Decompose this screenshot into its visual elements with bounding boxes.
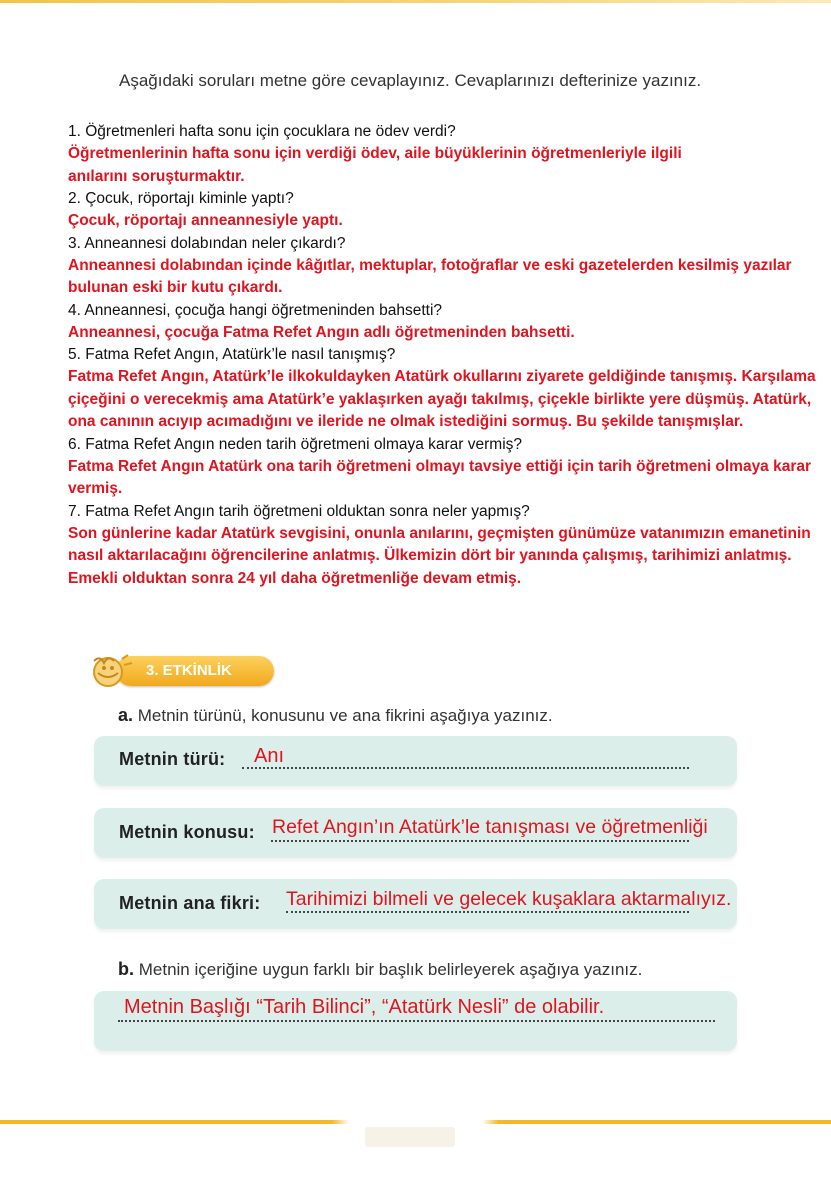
- question-answer-list: [68, 121, 828, 590]
- text-type-field[interactable]: [94, 736, 737, 786]
- text-topic-value[interactable]: Refet Angın’ın Atatürk’le tanışması ve öğretmenliği: [272, 816, 708, 838]
- dotted-line: [118, 1020, 715, 1022]
- part-a-prompt: [118, 705, 553, 726]
- main-idea-field[interactable]: [94, 879, 737, 929]
- answer-7: Son günlerine kadar Atatürk sevgisini, onunla anılarını, geçmişten günümüze vatanımızın emanetinin nasıl aktarılacağını öğrencilerine anlatmış. Ülkemizin dört bir yanında çalışmış, tarihimizi anlatmış. Emekli olduktan sonra 24 yıl daha öğretmenliğe devam etmiş.: [68, 524, 811, 587]
- question-6: 6. Fatma Refet Angın neden tarih öğretmeni olmaya karar vermiş?: [68, 435, 523, 453]
- answer-1: Öğretmenlerinin hafta sonu için verdiği ödev, aile büyüklerinin öğretmenleriyle ilgili anılarını soruşturmaktır.: [68, 145, 682, 185]
- activity-badge: [84, 651, 276, 691]
- part-a-text: Metnin türünü, konusunu ve ana fikrini aşağıya yazınız.: [137, 706, 553, 725]
- text-topic-field[interactable]: [94, 808, 737, 858]
- dotted-line: [242, 767, 689, 769]
- answer-4: Anneannesi, çocuğa Fatma Refet Angın adlı öğretmeninden bahsetti.: [68, 323, 575, 341]
- question-3: 3. Anneannesi dolabından neler çıkardı?: [68, 234, 346, 252]
- bottom-border: [0, 1120, 831, 1124]
- instructions: Aşağıdaki soruları metne göre cevaplayınız. Cevaplarınızı defterinize yazınız.: [119, 71, 702, 90]
- part-b-text: Metnin içeriğine uygun farklı bir başlık belirleyerek aşağıya yazınız.: [138, 960, 643, 979]
- question-5: 5. Fatma Refet Angın, Atatürk’le nasıl tanışmış?: [68, 346, 396, 363]
- answer-3: Anneannesi dolabından içinde kâğıtlar, mektuplar, fotoğraflar ve eski gazetelerden kesilmiş yazılar bulunan eski bir kutu çıkardı.: [68, 256, 792, 296]
- text-topic-label: Metnin konusu:: [119, 822, 255, 842]
- part-a-letter: a.: [118, 705, 134, 725]
- puzzle-icon: [84, 651, 136, 691]
- answer-6: Fatma Refet Angın Atatürk ona tarih öğretmeni olmayı tavsiye ettiği için tarih öğretmeni olmaya karar vermiş.: [68, 457, 812, 497]
- question-2: 2. Çocuk, röportajı kiminle yaptı?: [68, 190, 294, 207]
- dotted-line: [271, 840, 689, 842]
- question-1: 1. Öğretmenleri hafta sonu için çocuklara ne ödev verdi?: [68, 123, 456, 140]
- new-title-field[interactable]: [94, 991, 737, 1051]
- page-number-area: [365, 1127, 455, 1147]
- main-idea-value[interactable]: Tarihimizi bilmeli ve gelecek kuşaklara aktarmalıyız.: [286, 888, 732, 910]
- part-b-letter: b.: [118, 959, 134, 979]
- main-idea-label: Metnin ana fikri:: [119, 893, 261, 913]
- dotted-line: [286, 911, 689, 913]
- answer-5: Fatma Refet Angın, Atatürk’le ilkokuldayken Atatürk okullarını ziyarete geldiğinde tanışmış. Karşılama çiçeğini o verecekmiş ama Atatürk’e yaklaşırken ayağı takılmış, çiçekle birlikte yere düşmüş. Atatürk, ona canının acıyıp acımadığını ve ileride ne olmak istediğini sormuş. Bu şekilde tanışmışlar.: [68, 368, 816, 430]
- activity-badge-label: 3. ETKİNLİK: [116, 656, 274, 686]
- question-7: 7. Fatma Refet Angın tarih öğretmeni olduktan sonra neler yapmış?: [68, 502, 530, 520]
- part-b-prompt: [118, 959, 642, 980]
- question-4: 4. Anneannesi, çocuğa hangi öğretmeninden bahsetti?: [68, 301, 443, 319]
- answer-2: Çocuk, röportajı anneannesiyle yaptı.: [68, 212, 343, 229]
- top-border: [0, 0, 831, 3]
- new-title-value[interactable]: Metnin Başlığı “Tarih Bilinci”, “Atatürk Nesli” de olabilir.: [124, 996, 605, 1018]
- text-type-label: Metnin türü:: [119, 749, 226, 769]
- text-type-value[interactable]: Anı: [254, 745, 285, 767]
